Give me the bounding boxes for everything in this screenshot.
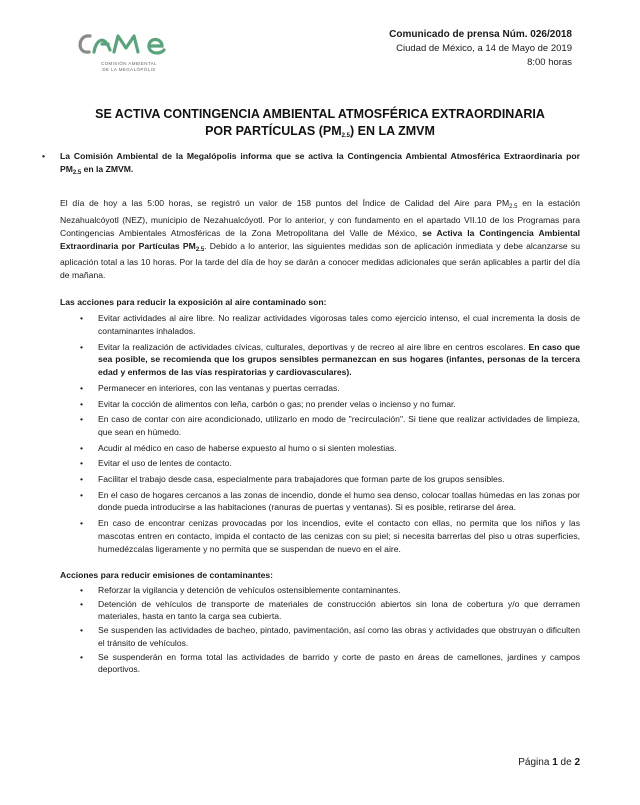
list-item: [80, 382, 580, 395]
logo-subtitle-line1: COMISIÓN AMBIENTAL: [100, 61, 158, 66]
list-item-text: Se suspenderán en forma total las actividades de barrido y corte de pasto en áreas de camellones, jardines y campos deportivos.: [98, 651, 580, 675]
title-line1: SE ACTIVA CONTINGENCIA AMBIENTAL ATMOSFÉRICA EXTRAORDINARIA: [95, 107, 545, 121]
exposure-actions-list: [60, 312, 580, 555]
document-title: [60, 106, 580, 145]
list-item-text: En el caso de hogares cercanos a las zonas de incendio, donde el humo sea denso, colocar toallas húmedas en las zonas por donde pueda introducirse a las habitaciones (ranuras de puertas y ventanas). Si es posible, retirarse del área.: [98, 489, 580, 513]
emissions-actions-list: [60, 584, 580, 676]
intro-text-b: en la estación Nezahualcóyotl (NEZ), municipio de Nezahualcóyotl. Por lo anterior, y con fundamento en el apartado VII.10 de los Programas para Contingencias Ambientales Atmosféricas de la Zona Metropolitana del Valle de México,: [60, 198, 580, 238]
list-item-text: Evitar el uso de lentes de contacto.: [98, 458, 232, 469]
list-item-text: Evitar la realización de actividades cívicas, culturales, deportivas y de recreo al aire libre en centros escolares.: [98, 341, 529, 352]
list-item: [80, 457, 580, 470]
list-item: [80, 489, 580, 514]
bullet-icon: •: [80, 313, 84, 324]
list-item-text: Facilitar el trabajo desde casa, especialmente para trabajadores que forman parte de los grupos sensibles.: [98, 474, 505, 485]
lead-bullet: [42, 150, 580, 179]
list-item-text: En caso de encontrar cenizas provocadas por los incendios, evite el contacto con ellas, no permita que los niños y las mascotas entren en contacto, impida el contacto de las cenizas con su piel; si necesita barrerlas del piso u otras superficies, humedézcalas ligeramente y no permita que se suspendan de nuevo en el aire.: [98, 518, 580, 554]
bullet-icon: •: [80, 651, 84, 662]
list-item-text: Detención de vehículos de transporte de materiales de construcción abiertos sin lona de cobertura y/o que derramen materiales, hasta en tanto la carga sea cubierta.: [98, 598, 580, 622]
bullet-icon: •: [80, 518, 84, 529]
list-item-text: Permanecer en interiores, con las ventanas y puertas cerradas.: [98, 382, 340, 393]
bullet-icon: •: [80, 341, 84, 352]
intro-subscript-a: 2.5: [509, 204, 518, 211]
intro-text-c: . Debido a lo anterior, las siguientes medidas son de aplicación inmediata y debe alcanzarse su aplicación total a las 10 horas. Por la tarde del día de hoy se darán a conocer medidas adicionales que serán aplicables a partir del día de mañana.: [60, 240, 580, 280]
intro-text-a: El día de hoy a las 5:00 horas, se registró un valor de 158 puntos del Índice de Calidad del Aire para PM: [60, 198, 510, 209]
bullet-icon: •: [80, 442, 84, 453]
release-time: 8:00 horas: [527, 57, 572, 68]
list-item: [80, 341, 581, 379]
came-logo: [70, 28, 185, 74]
logo-subtitle-line2: DE LA MEGALÓPOLIS: [102, 67, 156, 72]
list-item-text: Reforzar la vigilancia y detención de vehículos ostensiblemente contaminantes.: [98, 584, 401, 595]
list-item-text: Evitar la cocción de alimentos con leña, carbón o gas; no prender velas o incienso y no fumar.: [98, 398, 456, 409]
title-line2-a: POR PARTÍCULAS (PM: [205, 124, 342, 138]
list-item: [80, 312, 580, 337]
bullet-icon: •: [80, 414, 84, 425]
list-item: [80, 651, 580, 676]
intro-paragraph: [60, 197, 580, 281]
intro-bold-text: se Activa la Contingencia Ambiental Extraordinaria por Partículas PM: [60, 227, 580, 251]
document-body: [42, 150, 581, 677]
bullet-icon: •: [42, 151, 46, 161]
press-header: [389, 28, 572, 70]
bullet-icon: •: [80, 489, 84, 500]
list-item-text: En caso de contar con aire acondicionado, utilizarlo en modo de "recirculación". Si tiene que realizar actividades de limpieza, que sean en húmedo.: [98, 414, 580, 437]
lead-subscript: 2.5: [72, 169, 82, 176]
intro-subscript-bold: 2.5: [195, 246, 205, 253]
list-item: [80, 442, 580, 455]
bullet-icon: •: [80, 474, 84, 485]
exposure-section-heading: Las acciones para reducir la exposición al aire contaminado son:: [60, 296, 327, 307]
came-logo-graphic: [70, 28, 185, 60]
list-item: [80, 473, 580, 486]
bullet-icon: •: [80, 382, 84, 393]
list-item-bold-text: En caso que sea posible, se recomienda que los grupos sensibles permanezcan en sus hogares (infantes, personas de la tercera edad y enfermos de las vías respiratorias y cardiovasculares).: [98, 341, 581, 378]
list-item: [80, 413, 580, 438]
lead-text-b: en la ZMVM.: [81, 163, 134, 174]
bullet-icon: •: [80, 598, 84, 609]
bullet-icon: •: [80, 584, 84, 595]
page-word: Página: [518, 757, 550, 768]
bullet-icon: •: [80, 398, 84, 409]
list-item: [80, 398, 580, 411]
list-item-text: Acudir al médico en caso de haberse expuesto al humo o si sienten molestias.: [98, 442, 397, 453]
title-line2-b: ) EN LA ZMVM: [349, 124, 435, 138]
emissions-section-heading: Acciones para reducir emisiones de contaminantes:: [60, 570, 274, 581]
list-item: [80, 624, 580, 649]
list-item-text: Se suspenden las actividades de bacheo, pintado, pavimentación, así como las obras y actividades que obstruyan o dificulten el tránsito de vehículos.: [98, 625, 580, 648]
list-item: [80, 517, 580, 555]
bullet-icon: •: [80, 458, 84, 469]
page-current: 1: [552, 757, 558, 768]
press-release-number: Comunicado de prensa Núm. 026/2018: [389, 29, 572, 40]
page-total: 2: [574, 757, 580, 768]
lead-text-a: La Comisión Ambiental de la Megalópolis informa que se activa la Contingencia Ambiental Atmosférica Extraordinaria por PM: [60, 151, 580, 174]
title-line2: [60, 123, 580, 145]
page-of-word: de: [560, 757, 572, 768]
list-item-text: Evitar actividades al aire libre. No realizar actividades vigorosas tales como ejercicio intenso, el cual incrementa la dosis de contaminantes inhalados.: [98, 313, 580, 337]
place-date: Ciudad de México, a 14 de Mayo de 2019: [396, 43, 572, 54]
list-item: [80, 598, 580, 623]
title-subscript: 2.5: [341, 133, 350, 139]
list-item: [80, 584, 580, 597]
page-number: [518, 757, 580, 768]
bullet-icon: •: [80, 625, 84, 636]
